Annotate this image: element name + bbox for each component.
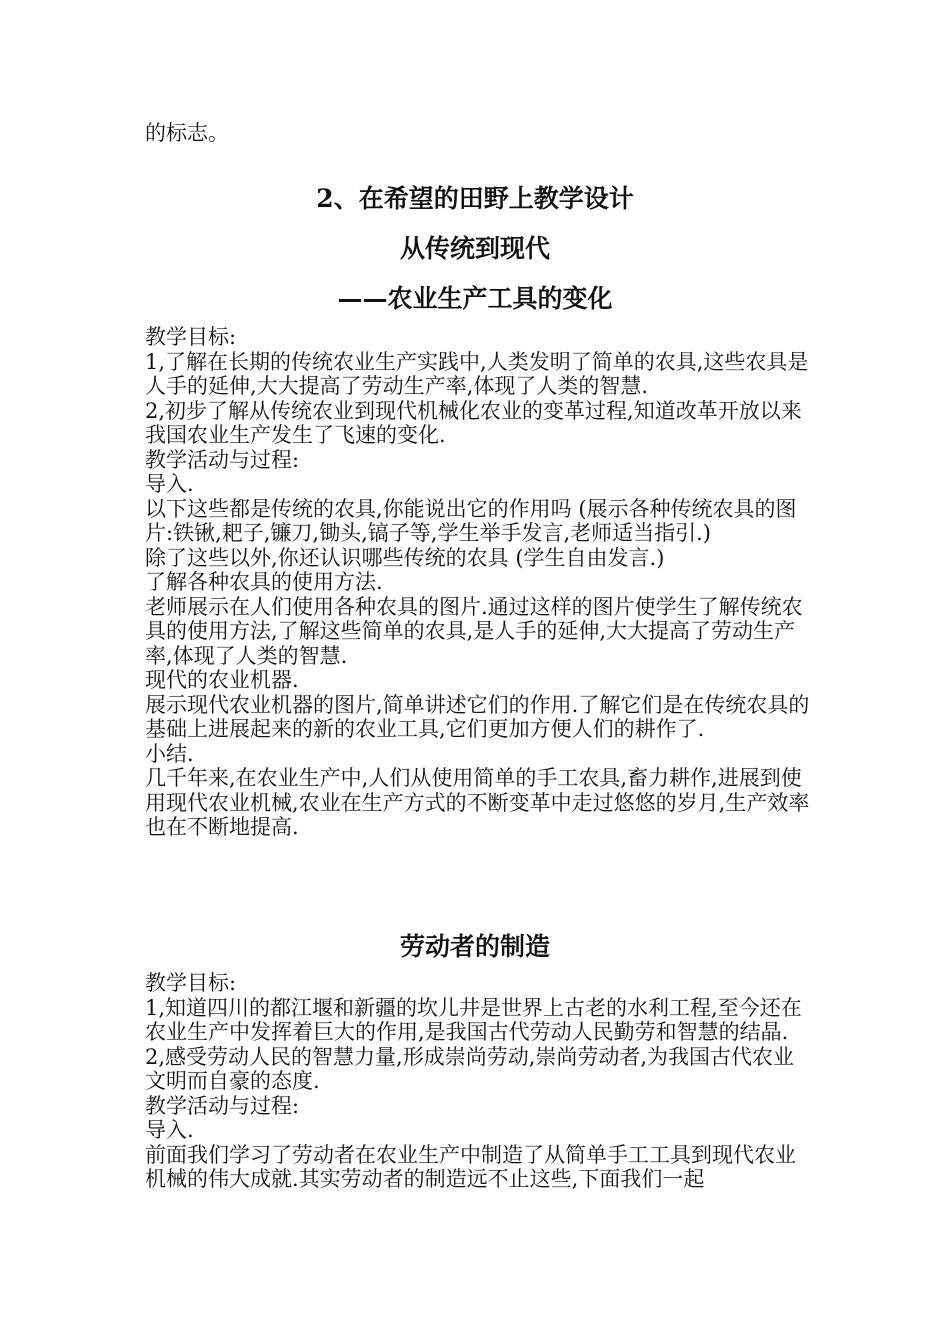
section2-paragraph: 导入. [145,1118,194,1142]
section2-paragraph: 1,知道四川的都江堰和新疆的坎儿井是世界上古老的水利工程,至今还在农业生产中发挥着巨大的作用,是我国古代劳动人民勤劳和智慧的结晶. [145,995,802,1044]
intro-tail-text: 的标志。 [145,121,229,145]
section1-paragraph: 展示现代农业机器的图片,简单讲述它们的作用.了解它们是在传统农具的基础上进展起来的新的农业工具,它们更加方便人们的耕作了. [145,692,810,741]
section2-body [145,971,810,1192]
section1-paragraph: 1,了解在长期的传统农业生产实践中,人类发明了简单的农具,这些农具是人手的延伸,大大提高了劳动生产率,体现了人类的智慧. [145,349,809,398]
section1-paragraph: 小结. [145,741,194,766]
section1-paragraph: 了解各种农具的使用方法. [145,570,383,594]
section1-paragraph: 以下这些都是传统的农具,你能说出它的作用吗 (展示各种传统农具的图片:铁锹,耙子,镰刀,锄头,镐子等,学生举手发言,老师适当指引.) [145,496,797,545]
section1-paragraph: 教学活动与过程: [145,447,300,472]
section1-title: 从传统到现代 [399,234,550,263]
section1-paragraph: 导入. [145,472,194,496]
section1-paragraph: 2,初步了解从传统农业到现代机械化农业的变革过程,知道改革开放以来我国农业生产发生了飞速的变化. [145,398,802,447]
section2-title: 劳动者的制造 [399,932,550,961]
section1-paragraph: 教学目标: [145,325,237,349]
section2-paragraph: 教学目标: [145,971,237,995]
section1-subtitle: ——农业生产工具的变化 [337,284,613,313]
section2-paragraph: 前面我们学习了劳动者在农业生产中制造了从简单手工工具到现代农业机械的伟大成就.其实劳动者的制造远不止这些,下面我们一起 [145,1142,796,1191]
section1-paragraph: 现代的农业机器. [145,668,299,692]
section2-paragraph: 2,感受劳动人民的智慧力量,形成崇尚劳动,崇尚劳动者,为我国古代农业文明而自豪的态度. [145,1044,795,1093]
main-title: 2、在希望的田野上教学设计 [316,184,634,213]
intro-tail-block [145,121,810,146]
section1-paragraph: 几千年来,在农业生产中,人们从使用简单的手工农具,畜力耕作,进展到使用现代农业机械,农业在生产方式的不断变革中走过悠悠的岁月,生产效率也在不断地提高. [145,766,810,839]
section1-paragraph: 除了这些以外,你还认识哪些传统的农具 (学生自由发言.) [145,545,665,570]
section1-paragraph: 老师展示在人们使用各种农具的图片.通过这样的图片使学生了解传统农具的使用方法,了解这些简单的农具,是人手的延伸,大大提高了劳动生产率,体现了人类的智慧. [145,594,803,668]
section1-body [145,325,810,840]
section2-paragraph: 教学活动与过程: [145,1093,300,1118]
